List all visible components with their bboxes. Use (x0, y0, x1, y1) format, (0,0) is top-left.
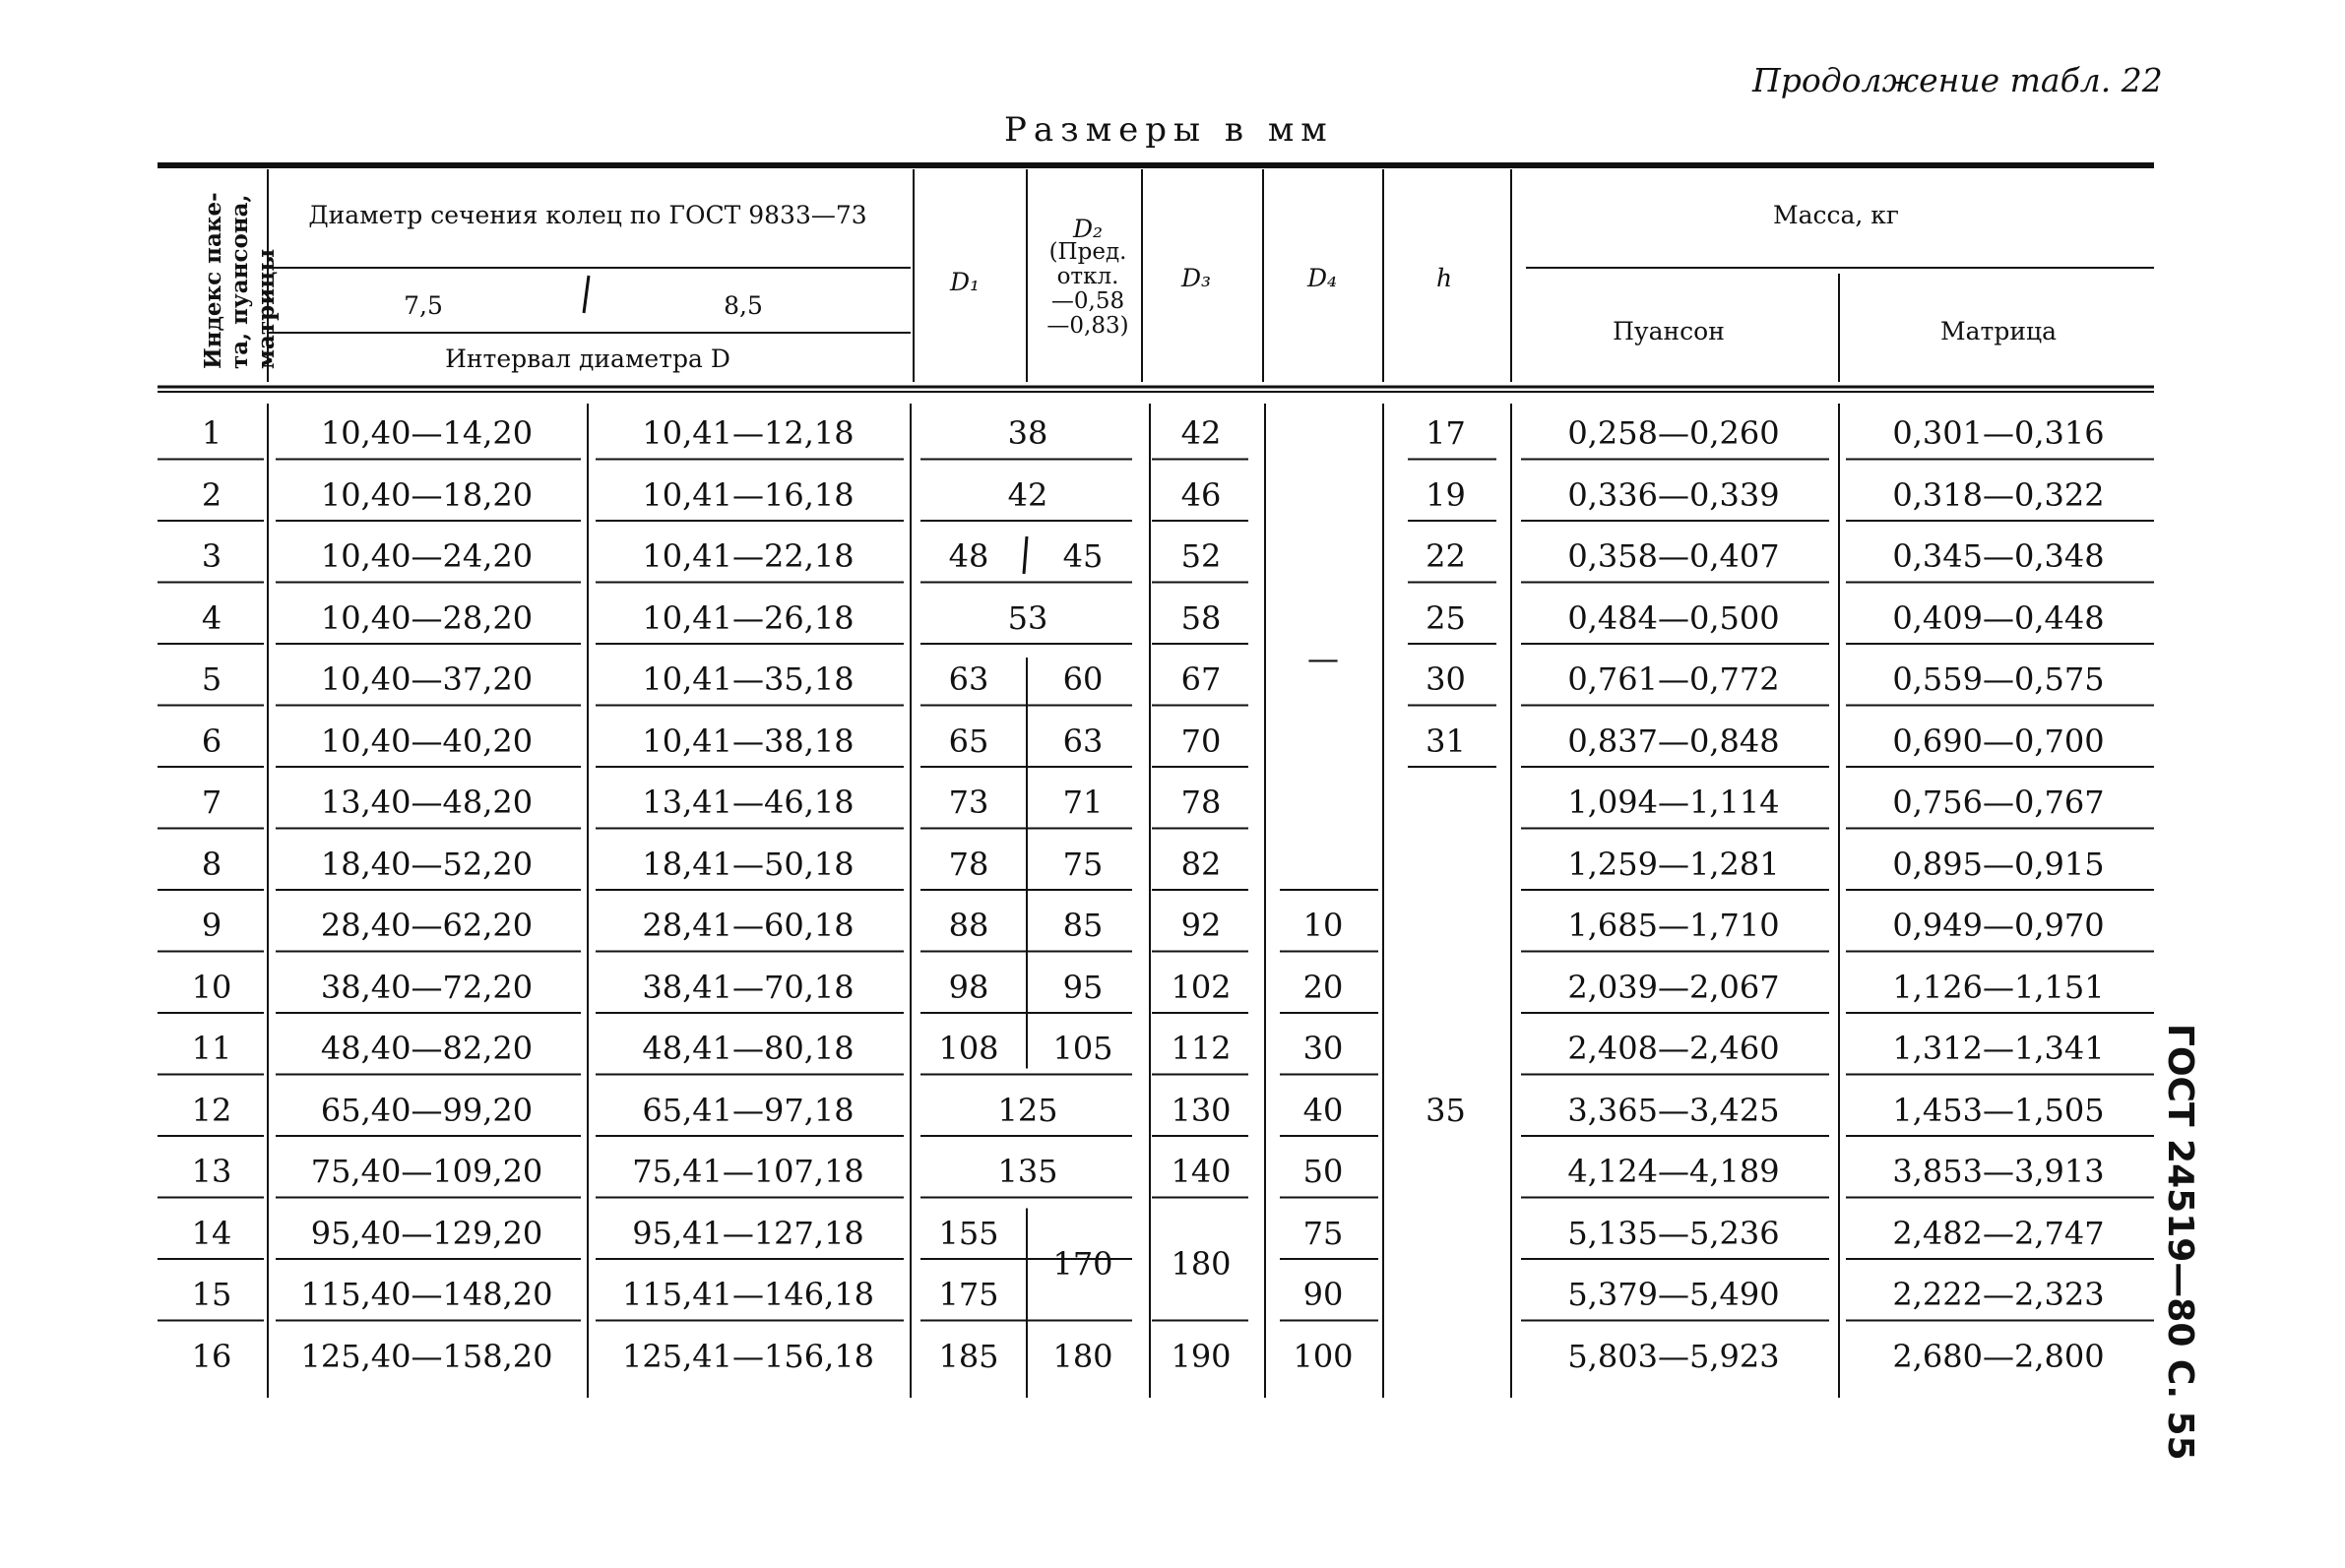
die-mass-cell: 2,222—2,323 (1892, 1276, 2105, 1313)
ring-85-interval-cell: 38,41—70,18 (642, 968, 855, 1006)
ring-85-interval-cell: 10,41—26,18 (642, 598, 855, 637)
index-column-header: Индекс паке- та, пуансона, матрицы (200, 192, 280, 369)
d3-cell: 58 (1180, 598, 1222, 637)
d1-cell: 73 (948, 784, 989, 821)
ring-85-interval-cell: 95,41—127,18 (632, 1214, 864, 1252)
d1-d2-merged-cell: 38 (1007, 414, 1048, 452)
punch-mass-cell: 4,124—4,189 (1567, 1153, 1780, 1190)
ring-85-interval-cell: 65,41—97,18 (642, 1091, 855, 1129)
index-cell: 5 (201, 660, 222, 698)
d3-merged-cell: 180 (1171, 1244, 1232, 1283)
die-mass-cell: 2,482—2,747 (1892, 1214, 2105, 1252)
ring-85-interval-cell: 10,41—16,18 (642, 475, 855, 514)
ring-85-interval-cell: 10,41—12,18 (642, 414, 855, 452)
d2-cell: 180 (1052, 1337, 1113, 1375)
punch-mass-cell: 0,358—0,407 (1567, 537, 1780, 575)
d4-cell: 100 (1293, 1337, 1354, 1375)
d1-cell: 98 (948, 968, 989, 1006)
index-cell: 9 (201, 907, 222, 944)
ring-85-header: 8,5 (724, 291, 763, 320)
d2-note-4: —0,83) (1046, 313, 1129, 339)
d1-cell: 185 (938, 1337, 999, 1375)
index-cell: 10 (191, 968, 232, 1006)
d2-cell: 85 (1062, 907, 1104, 944)
ring-75-interval-cell: 10,40—40,20 (320, 721, 534, 760)
punch-mass-cell: 0,258—0,260 (1567, 414, 1780, 452)
d3-cell: 82 (1180, 845, 1222, 883)
d2-cell: 105 (1052, 1030, 1113, 1067)
punch-mass-cell: 2,039—2,067 (1567, 968, 1780, 1006)
punch-mass-cell: 1,094—1,114 (1567, 784, 1780, 821)
d4-cell: 20 (1302, 968, 1344, 1006)
index-cell: 12 (191, 1091, 232, 1129)
index-cell: 13 (191, 1153, 232, 1190)
index-cell: 14 (191, 1214, 232, 1252)
ring-75-interval-cell: 95,40—129,20 (310, 1214, 543, 1252)
die-mass-cell: 2,680—2,800 (1892, 1337, 2105, 1375)
d3-cell: 140 (1171, 1153, 1232, 1190)
punch-header: Пуансон (1613, 317, 1725, 345)
index-cell: 1 (201, 414, 222, 452)
d2-header: D₂ (1072, 215, 1104, 243)
d2-cell: 63 (1062, 721, 1104, 760)
punch-mass-cell: 0,837—0,848 (1567, 721, 1780, 760)
d1-cell: 63 (948, 660, 989, 698)
ring-split-rule (584, 276, 589, 313)
die-mass-cell: 0,690—0,700 (1892, 721, 2105, 760)
index-cell: 6 (201, 721, 222, 760)
index-cell: 2 (201, 475, 222, 514)
d3-cell: 112 (1171, 1030, 1232, 1067)
d1-cell: 88 (948, 907, 989, 944)
d3-cell: 102 (1171, 968, 1232, 1006)
interval-header: Интервал диаметра D (445, 345, 730, 373)
units-label: Размеры в мм (1004, 110, 1334, 150)
d2-cell: 45 (1062, 537, 1104, 575)
d3-cell: 78 (1180, 784, 1222, 821)
die-mass-cell: 1,126—1,151 (1892, 968, 2105, 1006)
ring-75-interval-cell: 75,40—109,20 (310, 1153, 543, 1190)
d1-cell: 78 (948, 845, 989, 883)
index-cell: 11 (191, 1030, 232, 1067)
ring-75-interval-cell: 10,40—24,20 (320, 537, 534, 575)
d1-cell: 65 (948, 721, 989, 760)
d3-cell: 130 (1171, 1091, 1232, 1129)
ring-75-interval-cell: 48,40—82,20 (320, 1030, 534, 1067)
ring-85-interval-cell: 48,41—80,18 (642, 1030, 855, 1067)
punch-mass-cell: 5,135—5,236 (1567, 1214, 1780, 1252)
d1-d2-merged-cell: 42 (1007, 475, 1048, 514)
die-mass-cell: 1,312—1,341 (1892, 1030, 2105, 1067)
die-mass-cell: 0,559—0,575 (1892, 660, 2105, 698)
ring-diameter-header: Диаметр сечения колец по ГОСТ 9833—73 (308, 201, 867, 229)
index-cell: 4 (201, 598, 222, 637)
ring-75-interval-cell: 10,40—28,20 (320, 598, 534, 637)
index-cell: 16 (191, 1337, 232, 1375)
mass-header: Масса, кг (1772, 201, 1900, 229)
index-cell: 8 (201, 845, 222, 883)
ring-75-interval-cell: 28,40—62,20 (320, 907, 534, 944)
punch-mass-cell: 3,365—3,425 (1567, 1091, 1780, 1129)
d4-dash-cell: — (1307, 639, 1339, 677)
d2-note-3: —0,58 (1050, 288, 1125, 314)
ring-75-interval-cell: 10,40—37,20 (320, 660, 534, 698)
d2-cell: 95 (1062, 968, 1104, 1006)
ring-85-interval-cell: 18,41—50,18 (642, 845, 855, 883)
d1-d2-merged-cell: 125 (997, 1091, 1058, 1129)
ring-85-interval-cell: 125,41—156,18 (622, 1337, 874, 1375)
h-merged-cell: 35 (1426, 1091, 1466, 1129)
d4-cell: 40 (1302, 1091, 1344, 1129)
index-cell: 3 (201, 537, 222, 575)
die-header: Матрица (1940, 317, 2057, 345)
d2-cell: 71 (1062, 784, 1104, 821)
h-cell: 22 (1426, 537, 1466, 575)
ring-85-interval-cell: 10,41—38,18 (642, 721, 855, 760)
die-mass-cell: 3,853—3,913 (1892, 1153, 2105, 1190)
d3-cell: 70 (1180, 721, 1222, 760)
d3-cell: 42 (1180, 414, 1222, 452)
d2-cell: 60 (1062, 660, 1104, 698)
ring-85-interval-cell: 115,41—146,18 (622, 1276, 874, 1313)
ring-75-interval-cell: 18,40—52,20 (320, 845, 534, 883)
d2-note-1: (Пред. (1048, 239, 1127, 265)
die-mass-cell: 0,949—0,970 (1892, 907, 2105, 944)
ring-85-interval-cell: 75,41—107,18 (632, 1153, 864, 1190)
d4-cell: 50 (1302, 1153, 1344, 1190)
punch-mass-cell: 5,803—5,923 (1567, 1337, 1780, 1375)
die-mass-cell: 0,895—0,915 (1892, 845, 2105, 883)
h-cell: 17 (1426, 414, 1466, 452)
d1-cell: 155 (938, 1214, 999, 1252)
punch-mass-cell: 1,685—1,710 (1567, 907, 1780, 944)
d3-header: D₃ (1180, 264, 1212, 292)
die-mass-cell: 0,756—0,767 (1892, 784, 2105, 821)
d3-cell: 52 (1180, 537, 1222, 575)
d1-cell: 175 (938, 1276, 999, 1313)
ring-75-interval-cell: 13,40—48,20 (320, 784, 534, 821)
ring-75-interval-cell: 65,40—99,20 (320, 1091, 534, 1129)
h-header: h (1435, 264, 1453, 292)
punch-mass-cell: 5,379—5,490 (1567, 1276, 1780, 1313)
punch-mass-cell: 0,484—0,500 (1567, 598, 1780, 637)
h-cell: 30 (1426, 660, 1466, 698)
die-mass-cell: 0,345—0,348 (1892, 537, 2105, 575)
ring-85-interval-cell: 10,41—35,18 (642, 660, 855, 698)
punch-mass-cell: 2,408—2,460 (1567, 1030, 1780, 1067)
ring-75-interval-cell: 10,40—18,20 (320, 475, 534, 514)
punch-mass-cell: 0,761—0,772 (1567, 660, 1780, 698)
die-mass-cell: 0,301—0,316 (1892, 414, 2105, 452)
d1-cell: 48 (948, 537, 989, 575)
d1-cell: 108 (938, 1030, 999, 1067)
index-cell: 15 (191, 1276, 232, 1313)
side-standard-label: ГОСТ 24519—80 С. 55 (2160, 1024, 2200, 1461)
die-mass-cell: 0,409—0,448 (1892, 598, 2105, 637)
d1-d2-merged-cell: 53 (1007, 598, 1048, 637)
d4-cell: 90 (1302, 1276, 1344, 1313)
h-cell: 19 (1426, 475, 1466, 514)
die-mass-cell: 1,453—1,505 (1892, 1091, 2105, 1129)
ring-85-interval-cell: 28,41—60,18 (642, 907, 855, 944)
d4-cell: 30 (1302, 1030, 1344, 1067)
d1-header: D₁ (949, 268, 981, 296)
ring-75-header: 7,5 (404, 291, 443, 320)
die-mass-cell: 0,318—0,322 (1892, 475, 2105, 514)
d4-cell: 10 (1302, 907, 1344, 944)
ring-85-interval-cell: 13,41—46,18 (642, 784, 855, 821)
d4-header: D₄ (1306, 264, 1338, 292)
d3-cell: 92 (1180, 907, 1222, 944)
ring-75-interval-cell: 10,40—14,20 (320, 414, 534, 452)
d1-d2-merged-cell: 135 (997, 1153, 1058, 1190)
d3-cell: 67 (1180, 660, 1222, 698)
punch-mass-cell: 1,259—1,281 (1567, 845, 1780, 883)
d4-cell: 75 (1302, 1214, 1344, 1252)
d3-cell: 190 (1171, 1337, 1232, 1375)
d2-merged-cell: 170 (1052, 1244, 1113, 1283)
index-cell: 7 (201, 784, 222, 821)
d2-cell: 75 (1062, 845, 1104, 883)
ring-75-interval-cell: 115,40—148,20 (300, 1276, 553, 1313)
h-cell: 25 (1426, 598, 1466, 637)
ring-75-interval-cell: 38,40—72,20 (320, 968, 534, 1006)
ring-85-interval-cell: 10,41—22,18 (642, 537, 855, 575)
punch-mass-cell: 0,336—0,339 (1567, 475, 1780, 514)
d2-note-2: откл. (1056, 264, 1119, 289)
continuation-label: Продолжение табл. 22 (1752, 61, 2163, 99)
d3-cell: 46 (1180, 475, 1222, 514)
ring-75-interval-cell: 125,40—158,20 (300, 1337, 553, 1375)
h-cell: 31 (1426, 721, 1466, 760)
